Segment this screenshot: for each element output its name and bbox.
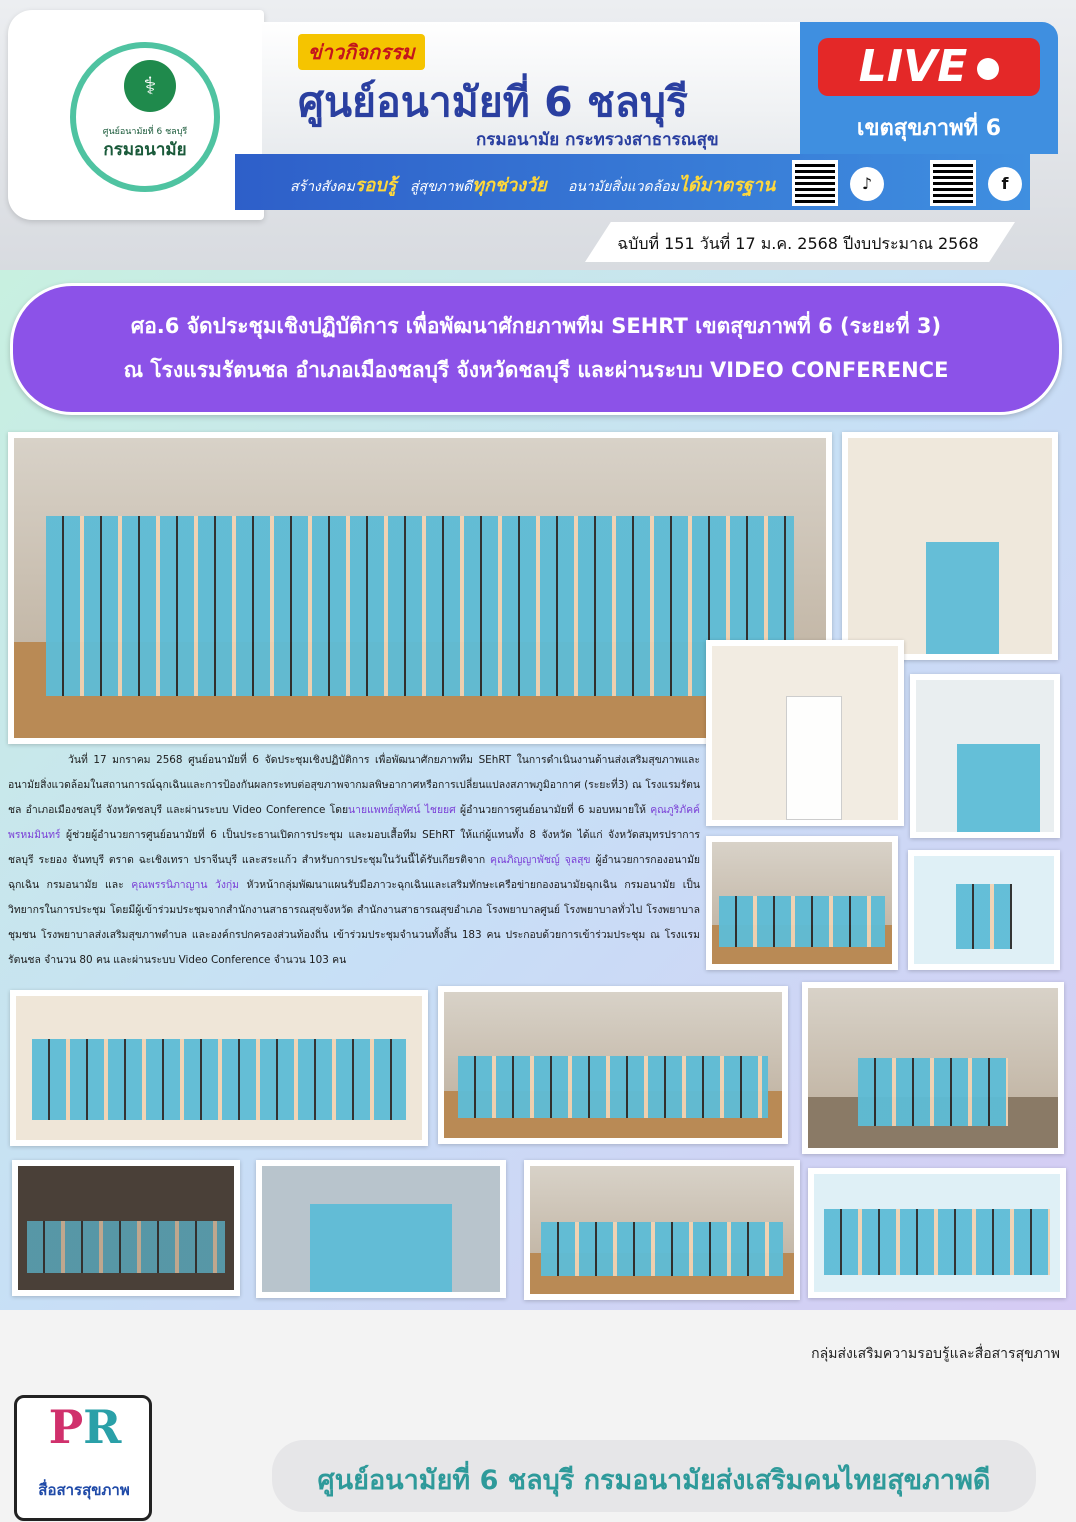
facebook-qr-code[interactable]: [930, 160, 976, 206]
activity-tag: ข่าวกิจกรรม: [298, 34, 425, 70]
name-speaker-1: คุณภิญญาพัชญ์ จุลสุข: [490, 854, 591, 866]
page-title: ศูนย์อนามัยที่ 6 ชลบุรี: [298, 78, 688, 126]
photo-conference-room: [12, 1160, 240, 1296]
emblem-icon: ⚕: [124, 60, 176, 112]
photo-registration: [802, 982, 1064, 1154]
live-badge: LIVE: [818, 38, 1040, 96]
photo-participants-group: [438, 986, 788, 1144]
name-director: นายแพทย์สุทัศน์ ไชยยศ: [348, 804, 456, 816]
slogan-3: อนามัยสิ่งแวดล้อมได้มาตรฐาน: [568, 175, 776, 196]
photo-shirt-handover: [10, 990, 428, 1146]
issue-info: ฉบับที่ 151 วันที่ 17 ม.ค. 2568 ปีงบประมาณ 2568: [617, 234, 979, 253]
slogan-1: สร้างสังคมรอบรู้: [290, 175, 397, 196]
footer-slogan: ศูนย์อนามัยที่ 6 ชลบุรี กรมอนามัยส่งเสริมคนไทยสุขภาพดี: [317, 1465, 991, 1496]
photo-team-exhibition: [808, 1168, 1066, 1298]
logo-subtitle: ศูนย์อนามัยที่ 6 ชลบุรี: [102, 127, 188, 137]
photo-shirt-closeup: [256, 1160, 506, 1298]
headline-banner: [10, 283, 1062, 415]
photo-display-board: [908, 850, 1060, 970]
pr-logo-label: สื่อสารสุขภาพ: [38, 1481, 130, 1499]
tiktok-qr-code[interactable]: [792, 160, 838, 206]
tiktok-icon[interactable]: ♪: [850, 167, 884, 201]
facebook-icon[interactable]: f: [988, 167, 1022, 201]
photo-speaker-podium: [842, 432, 1058, 660]
article-body: [8, 748, 700, 980]
pr-logo-mark: PR: [48, 1400, 122, 1454]
credit-line: กลุ่มส่งเสริมความรอบรู้และสื่อสารสุขภาพ: [811, 1346, 1060, 1362]
article-paragraph: วันที่ 17 มกราคม 2568 ศูนย์อนามัยที่ 6 จัดประชุมเชิงปฏิบัติการ เพื่อพัฒนาศักยภาพทีม SEhRT ในการดำเนินงานด้านส่งเสริมสุขภาพและอนามัยสิ่งแวดล้อมในสถานการณ์ฉุกเฉินและการป้องกันผลกระทบต่อสุขภาพจากมลพิษอากาศหรือการเปลี่ยนแปลงสภาพภูมิอากาศ (ระยะที่3) ณ โรงแรมรัตนชล อำเภอเมืองชลบุรี จังหวัดชลบุรี และผ่านระบบ Video Conference โดยนายแพทย์สุทัศน์ ไชยยศ ผู้อำนวยการศูนย์อนามัยที่ 6 มอบหมายให้ คุณภูริภัคค์ พรหมมินทร์ ผู้ช่วยผู้อำนวยการศูนย์อนามัยที่ 6 เป็นประธานเปิดการประชุม และมอบเสื้อทีม SEhRT ให้แก่ผู้แทนทั้ง 8 จังหวัด ได้แก่ จังหวัดสมุทรปราการ ชลบุรี ระยอง จันทบุรี ตราด ฉะเชิงเทรา ปราจีนบุรี และสระแก้ว สำหรับการประชุมในวันนี้ได้รับเกียรติจาก คุณภิญญาพัชญ์ จุลสุข ผู้อำนวยการกองอนามัยฉุกเฉิน กรมอนามัย และ คุณพรรนิภาญาน วังกุ่ม หัวหน้ากลุ่มพัฒนาแผนรับมือภาวะฉุกเฉินและเสริมทักษะเครือข่ายกองอนามัยฉุกเฉิน กรมอนามัย เป็นวิทยากรในการประชุม โดยมีผู้เข้าร่วมประชุมจากสำนักงานสาธารณสุขจังหวัด สำนักงานสาธารณสุขอำเภอ โรงพยาบาลศูนย์ โรงพยาบาลทั่วไป โรงพยาบาลชุมชน โรงพยาบาลส่งเสริมสุขภาพตำบล และองค์กรปกครองส่วนท้องถิ่น เข้าร่วมประชุมจำนวนทั้งสิ้น 183 คน ประกอบด้วยการเข้าร่วมประชุม ณ โรงแรมรัตนชล จำนวน 80 คน และผ่านระบบ Video Conference จำนวน 103 คน: [8, 754, 701, 966]
record-dot-icon: [977, 58, 999, 80]
name-assistant-director: คุณภูริภัคค์ พรหมมินทร์: [8, 804, 700, 841]
page-subtitle: กรมอนามัย กระทรวงสาธารณสุข: [476, 130, 719, 150]
health-region-label: เขตสุขภาพที่ 6: [856, 116, 1002, 141]
logo-name: กรมอนามัย: [103, 140, 187, 160]
headline-line-2: ณ โรงแรมรัตนชล อำเภอเมืองชลบุรี จังหวัดชลบุรี และผ่านระบบ VIDEO CONFERENCE: [123, 358, 949, 382]
photo-speaker-white: [706, 640, 904, 826]
photo-workshop-tables: [524, 1160, 800, 1300]
slogan-2: สู่สุขภาพดีทุกช่วงวัย: [410, 175, 547, 196]
headline-line-1: ศอ.6 จัดประชุมเชิงปฏิบัติการ เพื่อพัฒนาศักยภาพทีม SEHRT เขตสุขภาพที่ 6 (ระยะที่ 3): [130, 314, 942, 338]
name-speaker-2: คุณพรรนิภาญาน วังกุ่ม: [131, 879, 240, 891]
photo-head-table: [706, 836, 898, 970]
photo-speaker-mic: [910, 674, 1060, 838]
